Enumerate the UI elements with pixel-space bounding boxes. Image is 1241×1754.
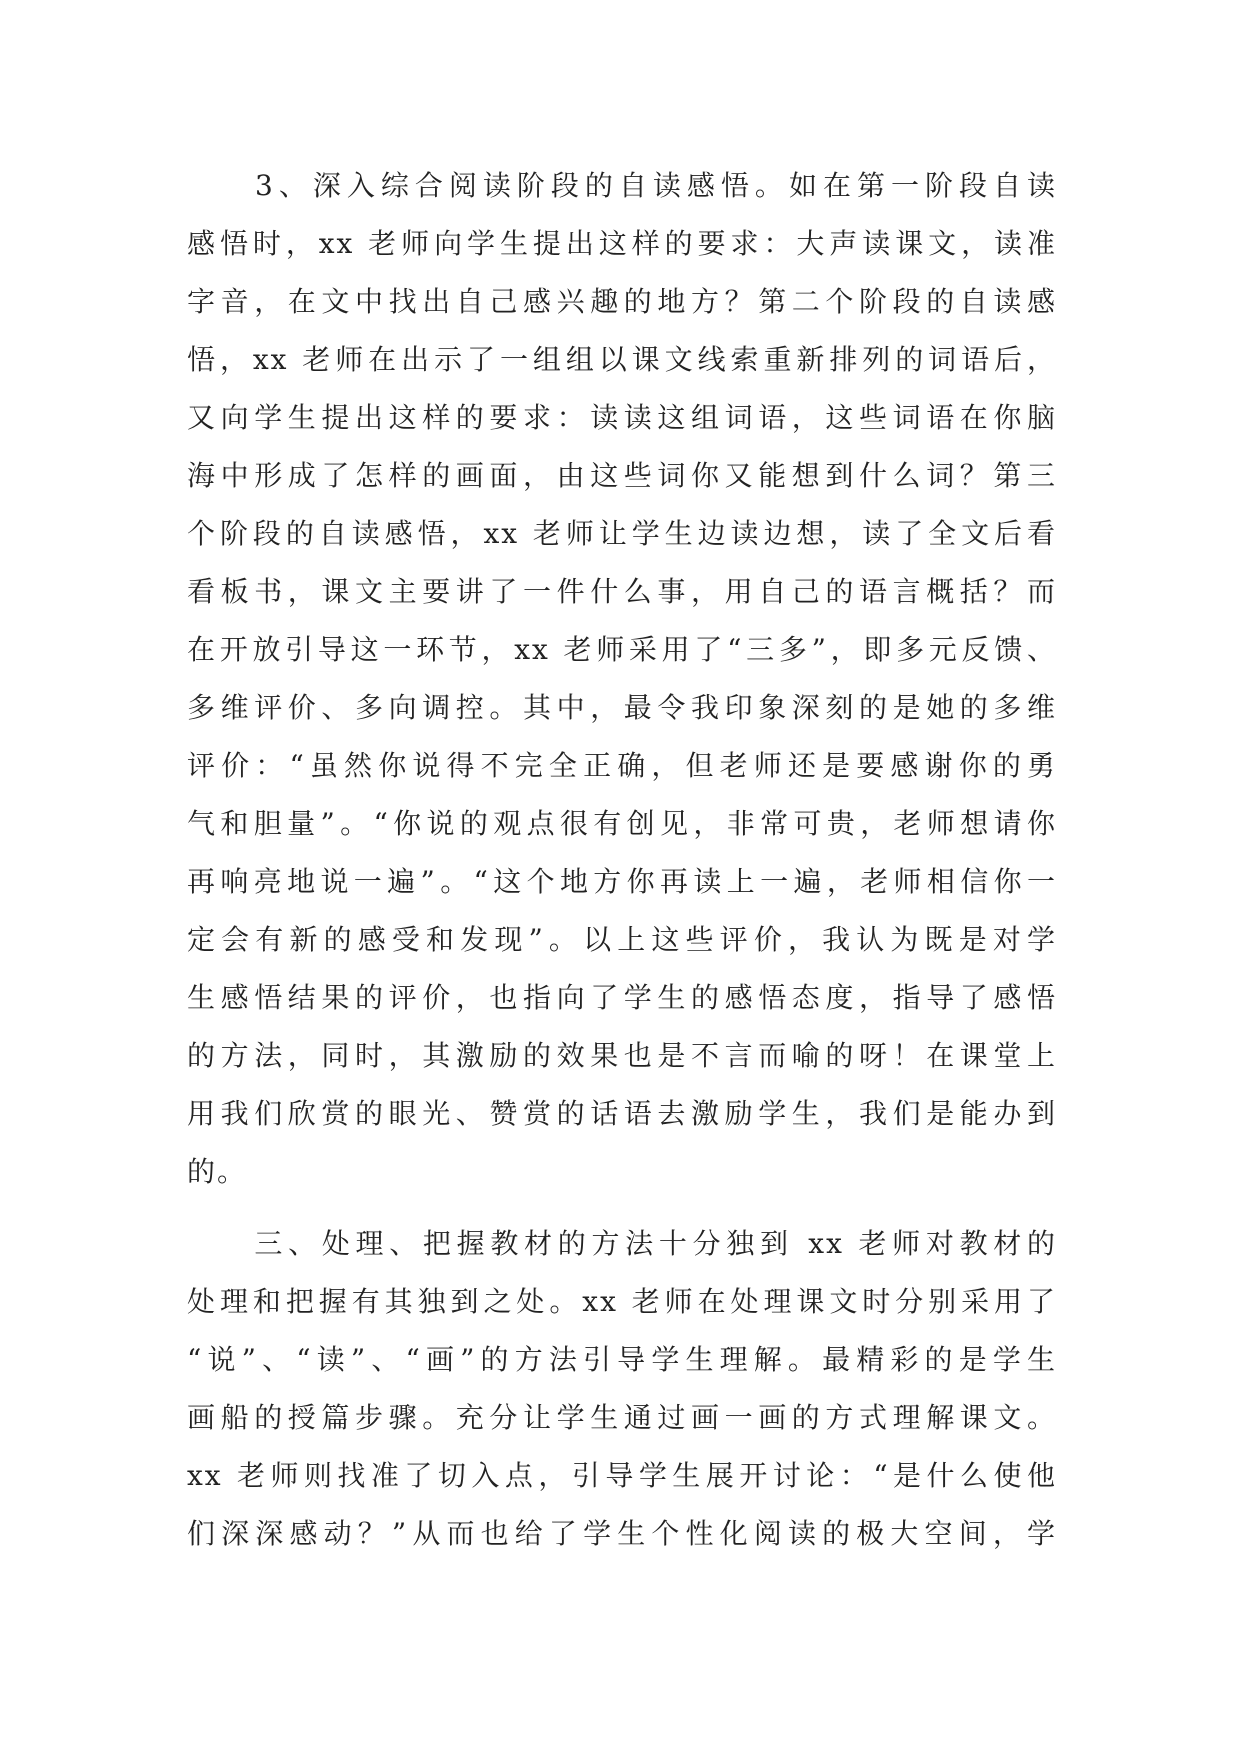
text-line: 字音，在文中找出自己感兴趣的地方？第二个阶段的自读感 bbox=[187, 285, 1057, 318]
text-line: 又向学生提出这样的要求：读读这组词语，这些词语在你脑 bbox=[187, 401, 1057, 434]
text-line: 用我们欣赏的眼光、赞赏的话语去激励学生，我们是能办到 bbox=[187, 1097, 1057, 1130]
text-line: 多维评价、多向调控。其中，最令我印象深刻的是她的多维 bbox=[187, 691, 1057, 724]
text-line: 处理和把握有其独到之处。xx 老师在处理课文时分别采用了 bbox=[187, 1285, 1057, 1318]
paragraph-textbook-handling bbox=[187, 1215, 1057, 1563]
text-line: 个阶段的自读感悟，xx 老师让学生边读边想，读了全文后看 bbox=[187, 517, 1057, 550]
text-line: 画船的授篇步骤。充分让学生通过画一画的方式理解课文。 bbox=[187, 1401, 1057, 1434]
text-line: 定会有新的感受和发现”。以上这些评价，我认为既是对学 bbox=[187, 923, 1057, 956]
text-line: xx 老师则找准了切入点，引导学生展开讨论：“是什么使他 bbox=[187, 1459, 1057, 1492]
text-line: 气和胆量”。“你说的观点很有创见，非常可贵，老师想请你 bbox=[187, 807, 1057, 840]
paragraph-reading-stage bbox=[187, 157, 1057, 1201]
text-line: 3、深入综合阅读阶段的自读感悟。如在第一阶段自读 bbox=[187, 169, 1057, 202]
text-line: 的。 bbox=[187, 1155, 248, 1188]
text-line: 们深深感动？”从而也给了学生个性化阅读的极大空间，学 bbox=[187, 1517, 1057, 1550]
text-line: 悟，xx 老师在出示了一组组以课文线索重新排列的词语后， bbox=[187, 343, 1057, 376]
text-line: 看板书，课文主要讲了一件什么事，用自己的语言概括？而 bbox=[187, 575, 1057, 608]
text-line: 评价：“虽然你说得不完全正确，但老师还是要感谢你的勇 bbox=[187, 749, 1057, 782]
text-line: 在开放引导这一环节，xx 老师采用了“三多”，即多元反馈、 bbox=[187, 633, 1057, 666]
text-line: 三、处理、把握教材的方法十分独到 xx 老师对教材的 bbox=[187, 1227, 1057, 1260]
text-line: 感悟时，xx 老师向学生提出这样的要求：大声读课文，读准 bbox=[187, 227, 1057, 260]
text-line: 的方法，同时，其激励的效果也是不言而喻的呀！在课堂上 bbox=[187, 1039, 1057, 1072]
text-line: “说”、“读”、“画”的方法引导学生理解。最精彩的是学生 bbox=[187, 1343, 1057, 1376]
text-line: 海中形成了怎样的画面，由这些词你又能想到什么词？第三 bbox=[187, 459, 1057, 492]
text-line: 生感悟结果的评价，也指向了学生的感悟态度，指导了感悟 bbox=[187, 981, 1057, 1014]
text-line: 再响亮地说一遍”。“这个地方你再读上一遍，老师相信你一 bbox=[187, 865, 1057, 898]
